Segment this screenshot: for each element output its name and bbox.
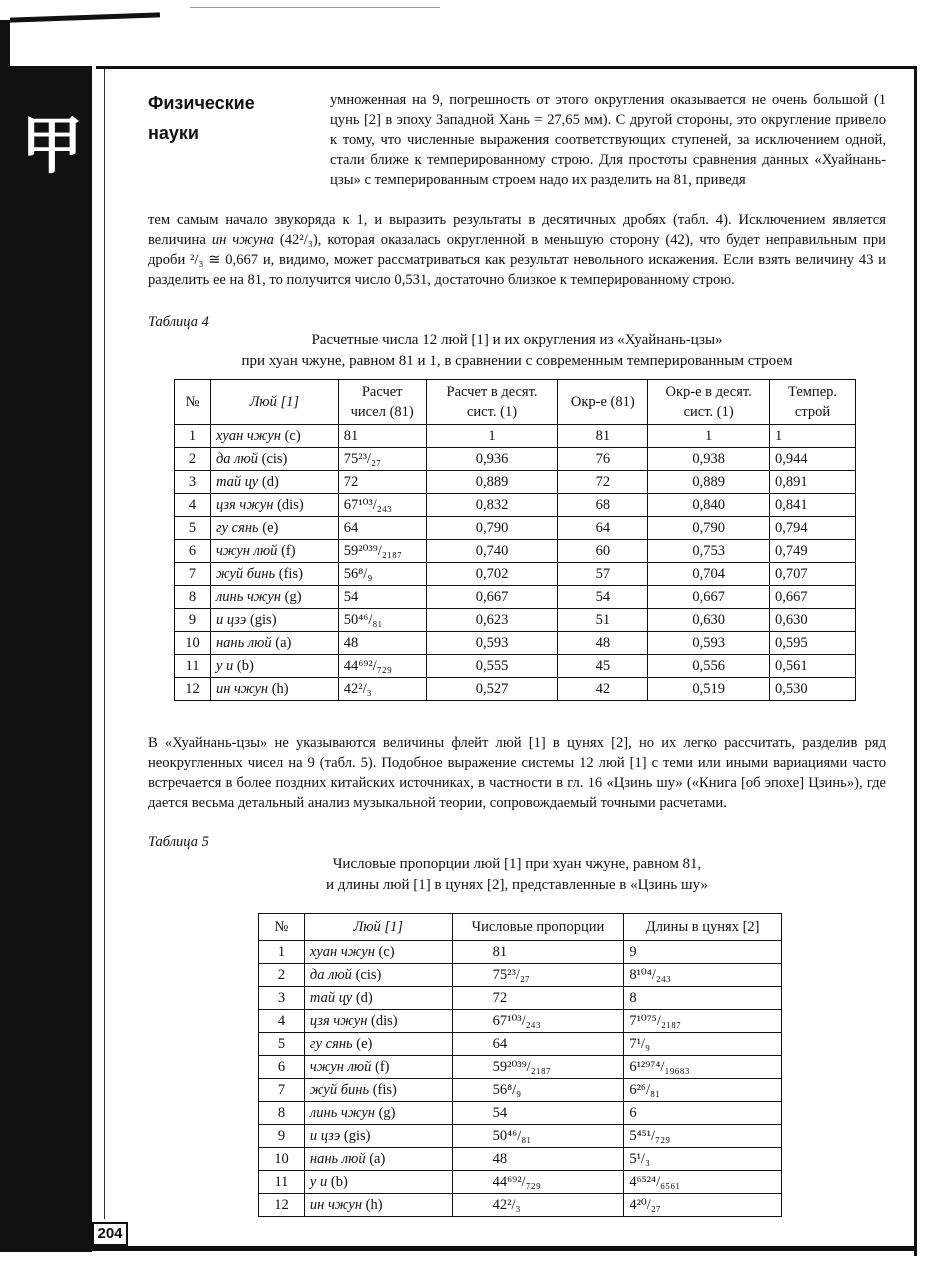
table5-header-cell: Длины в цунях [2] <box>624 914 782 941</box>
row-number: 9 <box>259 1125 305 1148</box>
row-number: 9 <box>175 609 211 632</box>
length-in-cun: 6¹²⁹⁷⁴/₁₉₆₈₃ <box>624 1056 782 1079</box>
lu-name: да люй <box>215 450 258 467</box>
table5-row <box>259 1056 782 1079</box>
tempered-value: 0,530 <box>770 678 856 701</box>
tempered-value: 1 <box>770 425 856 448</box>
lu-note: (cis) <box>355 966 382 983</box>
rounded-decimal: 0,790 <box>648 517 770 540</box>
table5-caption-line2: и длины люй [1] в цунях [2], представленные в «Цзинь шу» <box>326 877 708 893</box>
row-number: 12 <box>259 1194 305 1217</box>
table4-header-cell: Темпер. строй <box>770 380 856 425</box>
row-number: 6 <box>259 1056 305 1079</box>
length-in-cun: 7¹/₉ <box>624 1033 782 1056</box>
tempered-value: 0,561 <box>770 655 856 678</box>
lu-note: (fis) <box>372 1081 397 1098</box>
rounded-decimal: 0,593 <box>648 632 770 655</box>
lu-note: (f) <box>281 542 296 559</box>
paragraph-1-term: ин чжуна <box>211 232 274 248</box>
lu-name-cell <box>210 678 338 701</box>
row-number: 7 <box>259 1079 305 1102</box>
lu-name-cell <box>304 1010 452 1033</box>
table5-row <box>259 964 782 987</box>
calc-decimal: 0,527 <box>426 678 558 701</box>
lu-name-cell <box>304 1171 452 1194</box>
lu-name: линь чжун <box>309 1104 375 1121</box>
numeric-proportion: 54 <box>452 1102 624 1125</box>
rounded-decimal: 0,840 <box>648 494 770 517</box>
table5-row <box>259 987 782 1010</box>
calc-decimal: 0,740 <box>426 540 558 563</box>
calc-81: 42²/₃ <box>338 678 426 701</box>
chapter-glyph: 甲 <box>20 109 83 182</box>
lu-name: хуан чжун <box>309 943 375 960</box>
table5-row <box>259 1148 782 1171</box>
calc-81: 81 <box>338 425 426 448</box>
table4-caption-line2: при хуан чжуне, равном 81 и 1, в сравнении с современным темперированным строем <box>241 353 793 369</box>
row-number: 8 <box>175 586 211 609</box>
table4-caption-line1: Расчетные числа 12 люй [1] и их округления из «Хуайнань-цзы» <box>311 332 723 348</box>
rounded-81: 64 <box>558 517 648 540</box>
table5-row <box>259 1033 782 1056</box>
paragraph-1-text-a: тем самым начало звукоряда к 1, и выразить результаты в десятичных дробях (табл. 4). Исключением является величина <box>148 212 886 248</box>
tempered-value: 0,944 <box>770 448 856 471</box>
calc-81: 75²³/₂₇ <box>338 448 426 471</box>
lu-name: у и <box>309 1173 328 1190</box>
page-frame-top <box>96 66 917 69</box>
rounded-81: 45 <box>558 655 648 678</box>
length-in-cun: 5¹/₃ <box>624 1148 782 1171</box>
lu-name-cell <box>304 1148 452 1171</box>
calc-81: 72 <box>338 471 426 494</box>
row-number: 2 <box>175 448 211 471</box>
table4-row <box>175 655 856 678</box>
lu-note: (b) <box>236 657 254 674</box>
calc-81: 50⁴⁶/₈₁ <box>338 609 426 632</box>
rounded-81: 76 <box>558 448 648 471</box>
lu-note: (cis) <box>261 450 288 467</box>
rounded-decimal: 1 <box>648 425 770 448</box>
rounded-decimal: 0,519 <box>648 678 770 701</box>
lu-note: (h) <box>365 1196 383 1213</box>
row-number: 4 <box>259 1010 305 1033</box>
lu-note: (e) <box>356 1035 373 1052</box>
tempered-value: 0,595 <box>770 632 856 655</box>
numeric-proportion: 67¹⁰³/₂₄₃ <box>452 1010 624 1033</box>
intro-paragraph <box>330 90 886 190</box>
lu-note: (g) <box>378 1104 396 1121</box>
lu-name-cell <box>210 448 338 471</box>
calc-decimal: 0,889 <box>426 471 558 494</box>
calc-81: 59²⁰³⁹/₂₁₈₇ <box>338 540 426 563</box>
table4-row <box>175 563 856 586</box>
table4-header-cell: Окр-е (81) <box>558 380 648 425</box>
lu-note: (b) <box>330 1173 348 1190</box>
rounded-decimal: 0,556 <box>648 655 770 678</box>
lu-note: (d) <box>261 473 279 490</box>
paragraph-2-text: В «Хуайнань-цзы» не указываются величины флейт люй [1] в цунях [2], но их легко рассчитать, разделив ряд неокругленных чисел на 9 (табл. 5). Подобное выражение системы 12 люй [1] с теми или иными вариациями часто встречается в более поздних китайских источниках, в частности в гл. 16 «Цзинь шу» («Книга [об эпохе] Цзинь»), где дается весьма детальный анализ музыкальной теории, сопровождаемый точными расчетами. <box>148 735 886 811</box>
calc-decimal: 0,623 <box>426 609 558 632</box>
row-number: 1 <box>259 941 305 964</box>
table5-header <box>259 914 782 941</box>
lu-name: ин чжун <box>309 1196 363 1213</box>
numeric-proportion: 56⁸/₉ <box>452 1079 624 1102</box>
lu-note: (f) <box>375 1058 390 1075</box>
row-number: 1 <box>175 425 211 448</box>
lu-note: (e) <box>262 519 279 536</box>
lu-name-cell <box>210 563 338 586</box>
calc-81: 56⁸/₉ <box>338 563 426 586</box>
page-frame-inner-left <box>104 69 105 1219</box>
table5-header-row <box>259 914 782 941</box>
calc-decimal: 0,936 <box>426 448 558 471</box>
rounded-81: 48 <box>558 632 648 655</box>
length-in-cun: 8 <box>624 987 782 1010</box>
paragraph-2 <box>148 733 886 813</box>
tempered-value: 0,749 <box>770 540 856 563</box>
table5-row <box>259 1171 782 1194</box>
tempered-value: 0,794 <box>770 517 856 540</box>
numeric-proportion: 42²/₃ <box>452 1194 624 1217</box>
table4-header-cell: Окр-е в десят. сист. (1) <box>648 380 770 425</box>
tempered-value: 0,841 <box>770 494 856 517</box>
lu-name: нань люй <box>215 634 272 651</box>
row-number: 6 <box>175 540 211 563</box>
lu-note: (c) <box>284 427 301 444</box>
rounded-81: 68 <box>558 494 648 517</box>
table5 <box>258 913 782 1217</box>
row-number: 2 <box>259 964 305 987</box>
table4-header-row <box>175 380 856 425</box>
table4-caption <box>148 330 886 372</box>
row-number: 4 <box>175 494 211 517</box>
numeric-proportion: 44⁶⁹²/₇₂₉ <box>452 1171 624 1194</box>
lu-name: линь чжун <box>215 588 281 605</box>
lu-name-cell <box>210 655 338 678</box>
section-title-line1: Физические <box>148 93 255 113</box>
length-in-cun: 4⁶⁵²⁴/₆₅₆₁ <box>624 1171 782 1194</box>
lu-name: да люй <box>309 966 352 983</box>
lu-name: тай цу <box>215 473 259 490</box>
table4-row <box>175 540 856 563</box>
tempered-value: 0,630 <box>770 609 856 632</box>
lu-name-cell <box>304 1079 452 1102</box>
rounded-81: 54 <box>558 586 648 609</box>
calc-decimal: 0,593 <box>426 632 558 655</box>
numeric-proportion: 72 <box>452 987 624 1010</box>
table4-row <box>175 448 856 471</box>
calc-decimal: 0,832 <box>426 494 558 517</box>
rounded-decimal: 0,704 <box>648 563 770 586</box>
lu-name: и цзэ <box>309 1127 341 1144</box>
page-frame-right <box>914 66 917 1256</box>
lu-name-cell <box>210 517 338 540</box>
lu-name: у и <box>215 657 234 674</box>
rounded-81: 57 <box>558 563 648 586</box>
calc-81: 64 <box>338 517 426 540</box>
row-number: 7 <box>175 563 211 586</box>
calc-81: 44⁶⁹²/₇₂₉ <box>338 655 426 678</box>
lu-note: (dis) <box>277 496 304 513</box>
table5-row <box>259 1079 782 1102</box>
lu-name: чжун люй <box>309 1058 372 1075</box>
row-number: 3 <box>175 471 211 494</box>
lu-name: нань люй <box>309 1150 366 1167</box>
tempered-value: 0,667 <box>770 586 856 609</box>
table5-caption <box>148 854 886 896</box>
lu-name: тай цу <box>309 989 353 1006</box>
lu-note: (gis) <box>343 1127 371 1144</box>
row-number: 11 <box>259 1171 305 1194</box>
lu-name-cell <box>210 609 338 632</box>
length-in-cun: 6 <box>624 1102 782 1125</box>
table4-header-cell: Люй [1] <box>210 380 338 425</box>
scan-edge-left <box>0 20 10 1252</box>
paragraph-1 <box>148 210 886 290</box>
row-number: 3 <box>259 987 305 1010</box>
length-in-cun: 8¹⁰⁴/₂₄₃ <box>624 964 782 987</box>
length-in-cun: 4²⁰/₂₇ <box>624 1194 782 1217</box>
calc-decimal: 0,702 <box>426 563 558 586</box>
paragraph-1-text <box>148 210 886 290</box>
lu-name: гу сянь <box>309 1035 353 1052</box>
table5-header-cell: № <box>259 914 305 941</box>
numeric-proportion: 48 <box>452 1148 624 1171</box>
lu-note: (a) <box>275 634 292 651</box>
row-number: 10 <box>175 632 211 655</box>
numeric-proportion: 50⁴⁶/₈₁ <box>452 1125 624 1148</box>
table5-body <box>259 941 782 1217</box>
calc-decimal: 0,790 <box>426 517 558 540</box>
table4-body <box>175 425 856 701</box>
rounded-81: 51 <box>558 609 648 632</box>
calc-decimal: 1 <box>426 425 558 448</box>
scan-line-top <box>190 7 440 8</box>
table4-label: Таблица 4 <box>148 314 209 330</box>
section-title-line2: науки <box>148 123 199 143</box>
table4-row <box>175 517 856 540</box>
lu-note: (fis) <box>278 565 303 582</box>
lu-note: (d) <box>355 989 373 1006</box>
lu-name-cell <box>210 494 338 517</box>
row-number: 11 <box>175 655 211 678</box>
rounded-decimal: 0,753 <box>648 540 770 563</box>
lu-note: (dis) <box>371 1012 398 1029</box>
numeric-proportion: 81 <box>452 941 624 964</box>
lu-note: (a) <box>369 1150 386 1167</box>
lu-name: ин чжун <box>215 680 269 697</box>
table4-row <box>175 632 856 655</box>
rounded-81: 60 <box>558 540 648 563</box>
table5-header-cell: Люй [1] <box>304 914 452 941</box>
section-title <box>148 88 298 148</box>
lu-note: (gis) <box>249 611 277 628</box>
length-in-cun: 6²⁶/₈₁ <box>624 1079 782 1102</box>
intro-text: умноженная на 9, погрешность от этого округления оказывается не очень большой (1 цунь [2] в эпоху Западной Хань = 27,65 мм). С другой стороны, это округление привело к тому, что численные выражения соответствующих ступеней, за исключением одной, стали ближе к темперированному строю. Для простоты сравнения данных «Хуайнань-цзы» с темперированным строем надо их разделить на 81, приведя <box>330 92 886 188</box>
lu-name: гу сянь <box>215 519 259 536</box>
table5-row <box>259 1194 782 1217</box>
rounded-81: 81 <box>558 425 648 448</box>
calc-81: 48 <box>338 632 426 655</box>
lu-name: хуан чжун <box>215 427 281 444</box>
page-frame-bottom <box>92 1246 917 1251</box>
table4-row <box>175 425 856 448</box>
table4-header-cell: № <box>175 380 211 425</box>
rounded-decimal: 0,889 <box>648 471 770 494</box>
table5-label: Таблица 5 <box>148 834 209 850</box>
numeric-proportion: 59²⁰³⁹/₂₁₈₇ <box>452 1056 624 1079</box>
numeric-proportion: 75²³/₂₇ <box>452 964 624 987</box>
length-in-cun: 7¹⁰⁷⁵/₂₁₈₇ <box>624 1010 782 1033</box>
lu-note: (h) <box>271 680 289 697</box>
lu-name-cell <box>304 1102 452 1125</box>
numeric-proportion: 64 <box>452 1033 624 1056</box>
calc-decimal: 0,667 <box>426 586 558 609</box>
table4-header-cell: Расчет чисел (81) <box>338 380 426 425</box>
table4-row <box>175 494 856 517</box>
lu-name: цзя чжун <box>309 1012 368 1029</box>
table5-caption-line1: Числовые пропорции люй [1] при хуан чжуне, равном 81, <box>332 856 702 872</box>
calc-81: 67¹⁰³/₂₄₃ <box>338 494 426 517</box>
paragraph-1-text-b: (42²/₃), которая оказалась округленной в меньшую сторону (42), что будет неправильным при дроби ²/₃ ≅ 0,667 и, видимо, может рассматриваться как результат невольного искажения. Если взять величину 43 и разделить ее на 81, то получится число 0,531, достаточно близкое к темперированному строю. <box>148 232 886 288</box>
rounded-decimal: 0,938 <box>648 448 770 471</box>
tempered-value: 0,707 <box>770 563 856 586</box>
lu-name: чжун люй <box>215 542 278 559</box>
length-in-cun: 9 <box>624 941 782 964</box>
lu-name-cell <box>304 941 452 964</box>
calc-81: 54 <box>338 586 426 609</box>
lu-name: жуй бинь <box>309 1081 370 1098</box>
lu-name-cell <box>304 1194 452 1217</box>
lu-name: цзя чжун <box>215 496 274 513</box>
chapter-side-tab <box>10 66 92 1252</box>
row-number: 5 <box>259 1033 305 1056</box>
table5-row <box>259 1102 782 1125</box>
lu-name-cell <box>210 586 338 609</box>
lu-name: жуй бинь <box>215 565 276 582</box>
table5-row <box>259 941 782 964</box>
table5-row <box>259 1125 782 1148</box>
rounded-decimal: 0,667 <box>648 586 770 609</box>
page-number: 204 <box>92 1222 128 1246</box>
table4-header <box>175 380 856 425</box>
lu-name-cell <box>210 471 338 494</box>
lu-name: и цзэ <box>215 611 247 628</box>
table4-header-cell: Расчет в десят. сист. (1) <box>426 380 558 425</box>
lu-name-cell <box>304 987 452 1010</box>
lu-name-cell <box>304 964 452 987</box>
lu-name-cell <box>304 1125 452 1148</box>
row-number: 8 <box>259 1102 305 1125</box>
table4-row <box>175 678 856 701</box>
rounded-81: 72 <box>558 471 648 494</box>
lu-note: (g) <box>284 588 302 605</box>
lu-note: (c) <box>378 943 395 960</box>
lu-name-cell <box>304 1033 452 1056</box>
scan-mark-top <box>10 12 160 22</box>
lu-name-cell <box>210 632 338 655</box>
row-number: 12 <box>175 678 211 701</box>
lu-name-cell <box>304 1056 452 1079</box>
tempered-value: 0,891 <box>770 471 856 494</box>
table4-row <box>175 471 856 494</box>
table4 <box>174 379 856 701</box>
calc-decimal: 0,555 <box>426 655 558 678</box>
rounded-decimal: 0,630 <box>648 609 770 632</box>
lu-name-cell <box>210 425 338 448</box>
row-number: 10 <box>259 1148 305 1171</box>
lu-name-cell <box>210 540 338 563</box>
rounded-81: 42 <box>558 678 648 701</box>
table5-row <box>259 1010 782 1033</box>
table4-row <box>175 586 856 609</box>
table5-header-cell: Числовые пропорции <box>452 914 624 941</box>
length-in-cun: 5⁴⁵¹/₇₂₉ <box>624 1125 782 1148</box>
table4-row <box>175 609 856 632</box>
row-number: 5 <box>175 517 211 540</box>
